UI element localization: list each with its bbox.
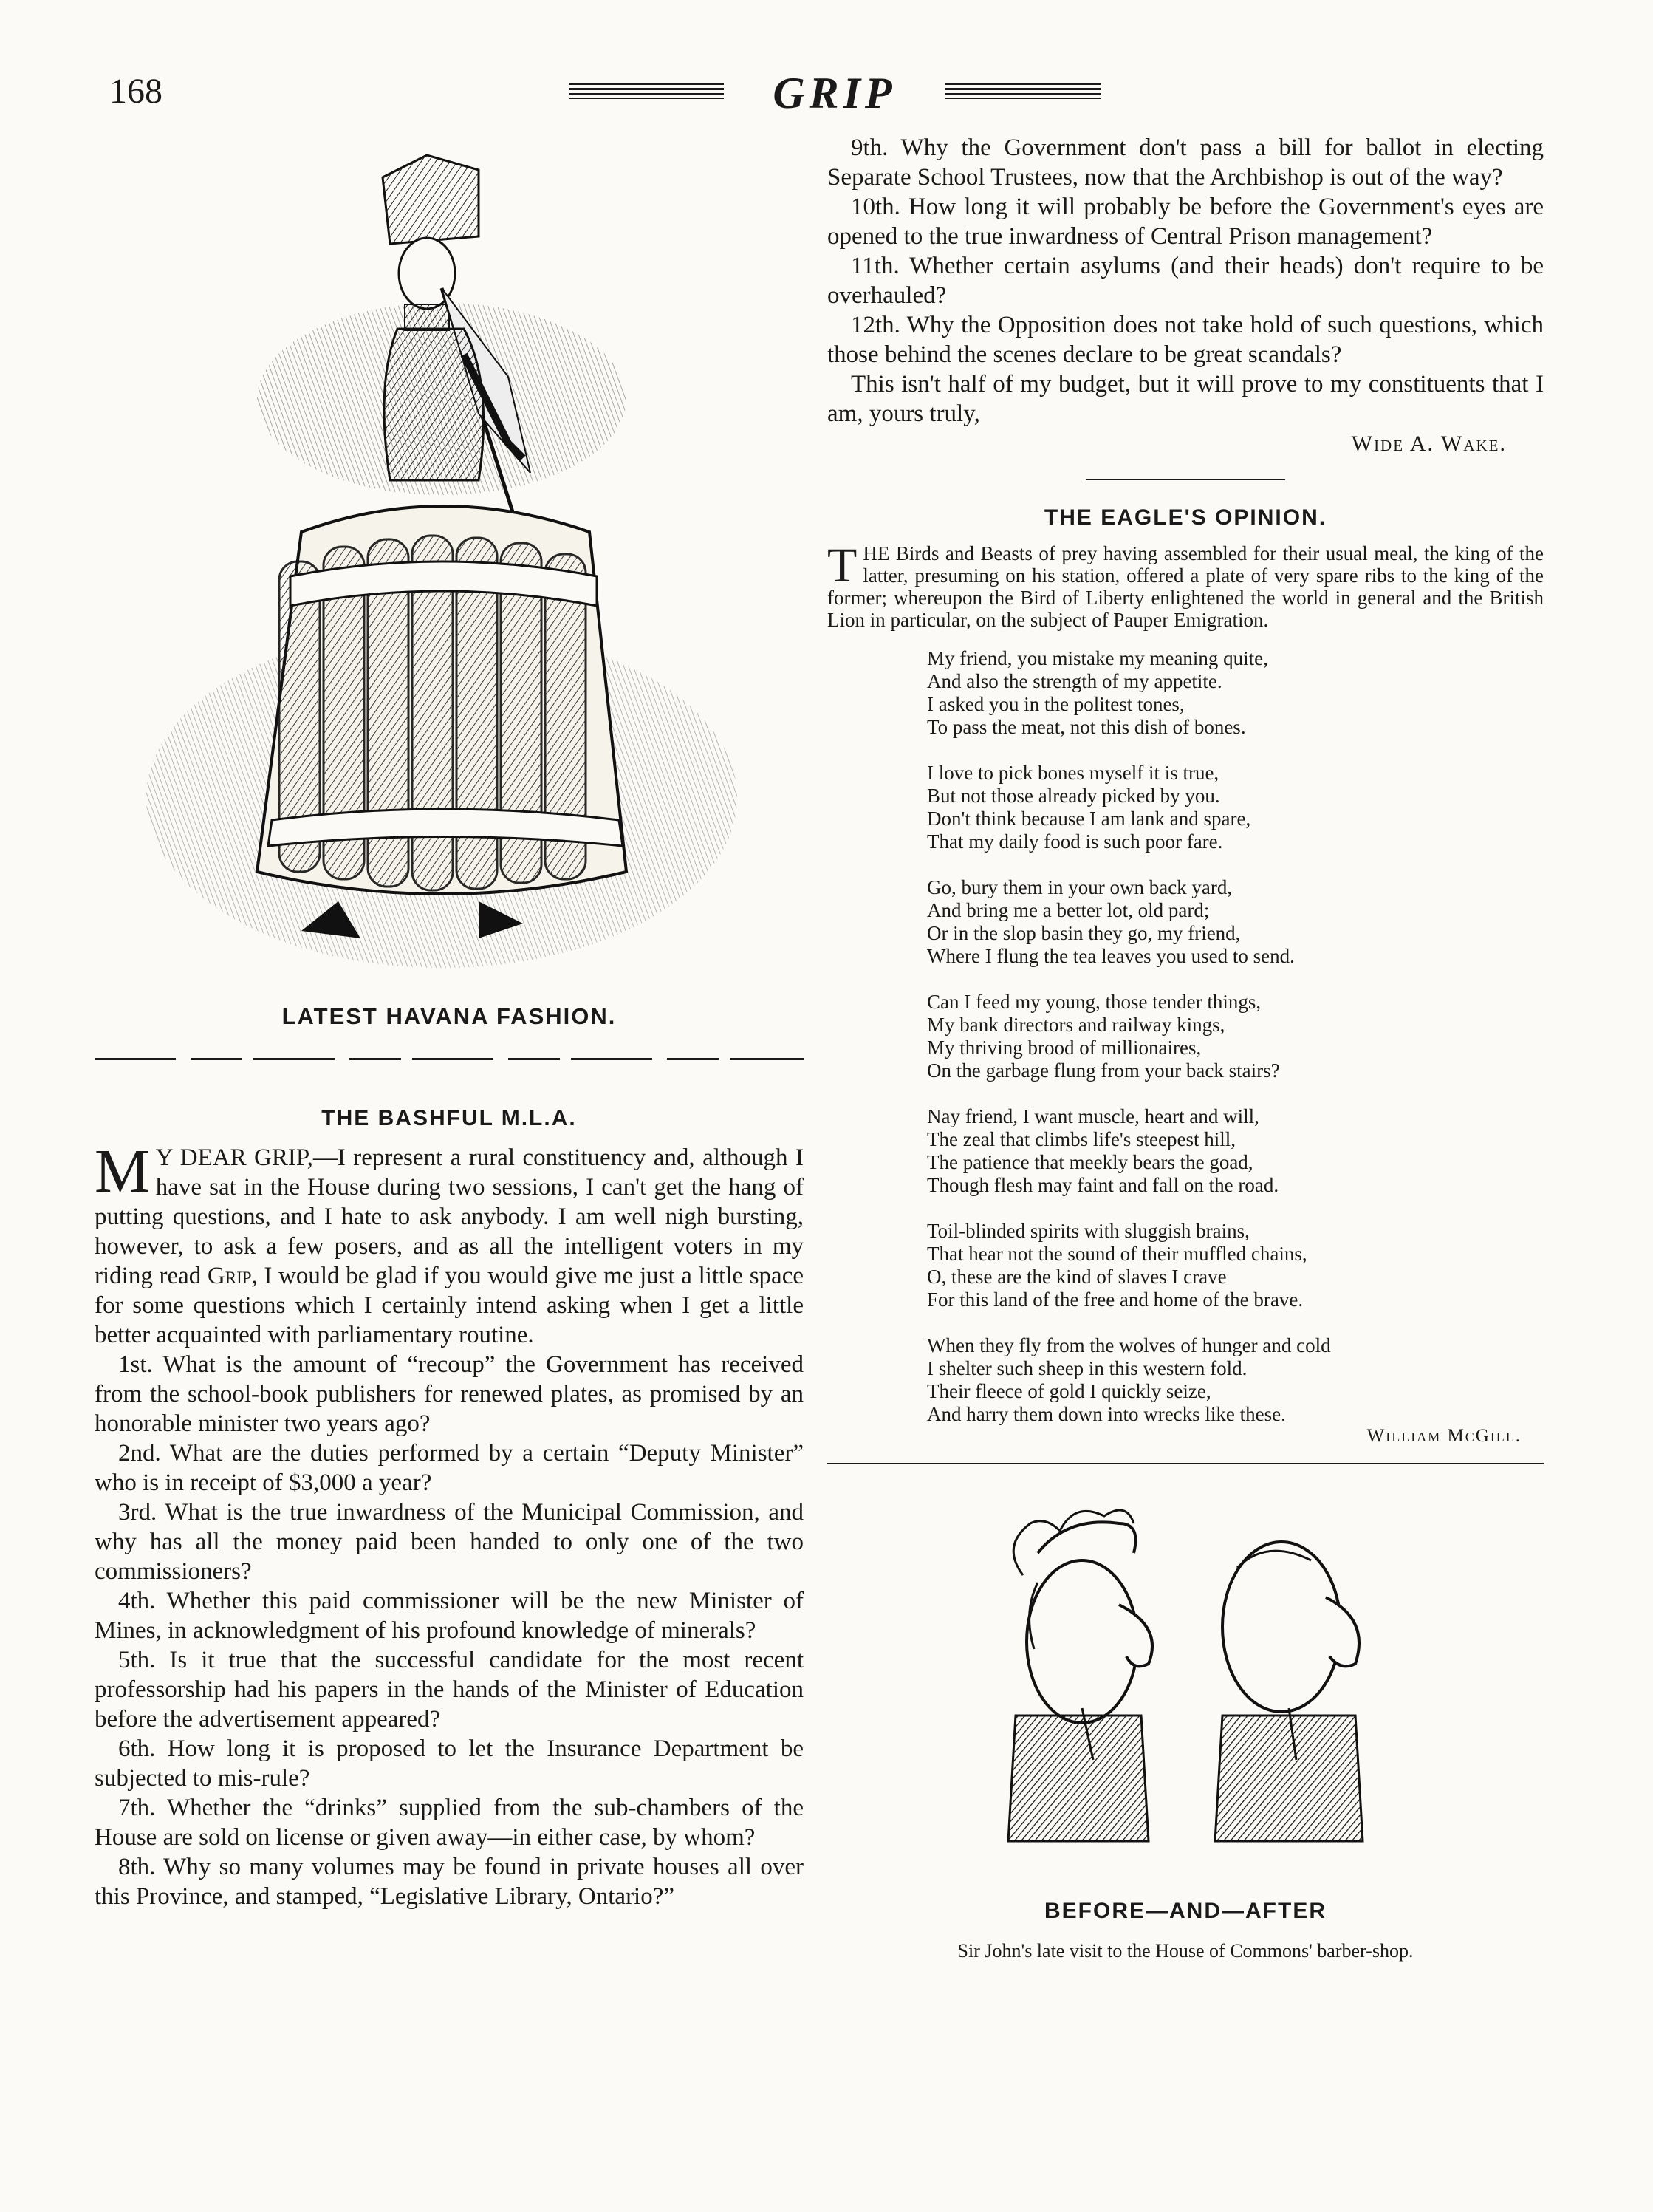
question: 10th. How long it will probably be before the Government's eyes are opened to the true inwardness of Central Prison management? xyxy=(827,194,1544,250)
question: 2nd. What are the duties performed by a certain “Deputy Minister” who is in receipt of $3,000 a year? xyxy=(95,1440,804,1496)
article-body xyxy=(95,1137,804,1911)
fable-dropcap: T xyxy=(827,539,858,593)
before-and-after-cartoon xyxy=(927,1494,1444,1893)
poem-line: My thriving brood of millionaires, xyxy=(927,1037,1202,1059)
page-number: 168 xyxy=(109,72,162,111)
fable-text: HE Birds and Beasts of prey having assembled for their usual meal, the king of the latter, presuming on his station, offered a plate of very spare ribs to the king of the former; whereupon the Bird of Liberty enlightened the world in general and the British Lion in particular, on the subject of Pauper Emigration. xyxy=(827,542,1544,631)
poem-stanza xyxy=(927,647,1544,739)
intro-text-end: , I would be glad if you would give me just a little space for some questions which I certainly intend asking when I get a little better acquainted with parliamentary routine. xyxy=(95,1263,804,1348)
poem-line: That hear not the sound of their muffled chains, xyxy=(927,1243,1307,1265)
poem-line: For this land of the free and home of the brave. xyxy=(927,1288,1304,1311)
masthead-rule-right xyxy=(945,83,1101,99)
question: 4th. Whether this paid commissioner will be the new Minister of Mines, in acknowledgment of his profound knowledge of minerals? xyxy=(95,1588,804,1644)
question: 6th. How long it is proposed to let the Insurance Department be subjected to mis-rule? xyxy=(95,1735,804,1792)
article-continuation xyxy=(827,133,1544,429)
poem-line: On the garbage flung from your back stairs? xyxy=(927,1059,1280,1082)
article-intro xyxy=(95,1137,804,1350)
illustration-caption: LATEST HAVANA FASHION. xyxy=(281,1003,617,1029)
article-title: THE BASHFUL M.L.A. xyxy=(321,1106,577,1130)
question: 9th. Why the Government don't pass a bill for ballot in electing Separate School Trustees, now that the Archbishop is out of the way? xyxy=(827,134,1544,191)
poem-line: I asked you in the politest tones, xyxy=(927,693,1185,715)
poem-line: To pass the meat, not this dish of bones. xyxy=(927,716,1246,738)
poem-title: THE EAGLE'S OPINION. xyxy=(1044,505,1327,530)
poem-line: My friend, you mistake my meaning quite, xyxy=(927,647,1268,669)
question: 5th. Is it true that the successful candidate for the most recent professorship had his papers in the hands of the Minister of Education before the advertisement appeared? xyxy=(95,1647,804,1733)
poem-line: I shelter such sheep in this western fold. xyxy=(927,1357,1248,1379)
poem-stanza xyxy=(927,876,1544,968)
poem-line: And bring me a better lot, old pard; xyxy=(927,899,1210,921)
poem-line: Or in the slop basin they go, my friend, xyxy=(927,922,1241,944)
letter-signature: Wide A. Wake. xyxy=(1351,431,1507,456)
poem-line: My bank directors and railway kings, xyxy=(927,1014,1225,1036)
havana-fashion-illustration xyxy=(95,133,804,1005)
poem-line: And harry them down into wrecks like these. xyxy=(927,1403,1286,1425)
poem-line: But not those already picked by you. xyxy=(927,785,1220,807)
poem-line: Don't think because I am lank and spare, xyxy=(927,808,1251,830)
poem-stanza xyxy=(927,762,1544,853)
masthead-title: GRIP xyxy=(773,69,897,117)
right-column xyxy=(827,133,1544,1962)
grip-name: Grip xyxy=(207,1263,252,1289)
question: 3rd. What is the true inwardness of the Municipal Commission, and why has all the money paid been handed to only one of the two commissioners? xyxy=(95,1499,804,1585)
poem-line: The patience that meekly bears the goad, xyxy=(927,1151,1253,1173)
dropcap: M xyxy=(95,1137,150,1206)
poem-stanza xyxy=(927,1334,1544,1426)
poem-line: Though flesh may faint and fall on the road. xyxy=(927,1174,1279,1196)
question: 12th. Why the Opposition does not take hold of such questions, which those behind the scenes declare to be great scandals? xyxy=(827,312,1544,368)
woman-in-cigar-dress-drawing xyxy=(95,133,804,1005)
section-divider xyxy=(95,1058,804,1060)
poem xyxy=(927,647,1544,1426)
poem-stanza xyxy=(927,991,1544,1082)
left-column xyxy=(95,133,804,1911)
question: 1st. What is the amount of “recoup” the Government has received from the school-book publishers for renewed plates, as promised by an honorable minister two years ago? xyxy=(95,1351,804,1437)
poem-line: Toil-blinded spirits with sluggish brains, xyxy=(927,1220,1250,1242)
poem-line: O, these are the kind of slaves I crave xyxy=(927,1266,1227,1288)
section-divider xyxy=(827,1463,1544,1464)
poem-line: Their fleece of gold I quickly seize, xyxy=(927,1380,1211,1402)
poem-author: William McGill. xyxy=(1366,1426,1522,1446)
masthead xyxy=(569,69,1101,117)
poem-line: The zeal that climbs life's steepest hill, xyxy=(927,1128,1236,1150)
question: 7th. Whether the “drinks” supplied from the sub-chambers of the House are sold on license or given away—in either case, by whom? xyxy=(95,1795,804,1851)
poem-stanza xyxy=(927,1220,1544,1311)
question: 11th. Whether certain asylums (and their heads) don't require to be overhauled? xyxy=(827,253,1544,309)
poem-line: When they fly from the wolves of hunger and cold xyxy=(927,1334,1331,1356)
poem-line: And also the strength of my appetite. xyxy=(927,670,1222,692)
two-heads-drawing xyxy=(927,1494,1444,1893)
closing-line: This isn't half of my budget, but it will prove to my constituents that I am, yours truly, xyxy=(827,371,1544,427)
poem-line: That my daily food is such poor fare. xyxy=(927,830,1223,853)
poem-line: Go, bury them in your own back yard, xyxy=(927,876,1233,898)
cartoon-caption: Sir John's late visit to the House of Commons' barber-shop. xyxy=(957,1940,1414,1962)
poem-line: Nay friend, I want muscle, heart and will, xyxy=(927,1105,1259,1127)
intro-text: Y DEAR GRIP,—I represent a rural constituency and, although I have sat in the House during two sessions, I can't get the hang of putting questions, and I hate to ask anybody. I am well nigh bursting, however, to ask a few posers, and as all the intelligent voters in my riding read xyxy=(95,1144,804,1289)
poem-line: Where I flung the tea leaves you used to send. xyxy=(927,945,1295,967)
short-divider xyxy=(1086,479,1285,480)
fable-intro xyxy=(827,539,1544,631)
poem-line: Can I feed my young, those tender things, xyxy=(927,991,1262,1013)
poem-stanza xyxy=(927,1105,1544,1197)
cartoon-title: BEFORE—AND—AFTER xyxy=(1044,1899,1327,1923)
poem-line: I love to pick bones myself it is true, xyxy=(927,762,1219,784)
question: 8th. Why so many volumes may be found in private houses all over this Province, and stamped, “Legislative Library, Ontario?” xyxy=(95,1854,804,1910)
